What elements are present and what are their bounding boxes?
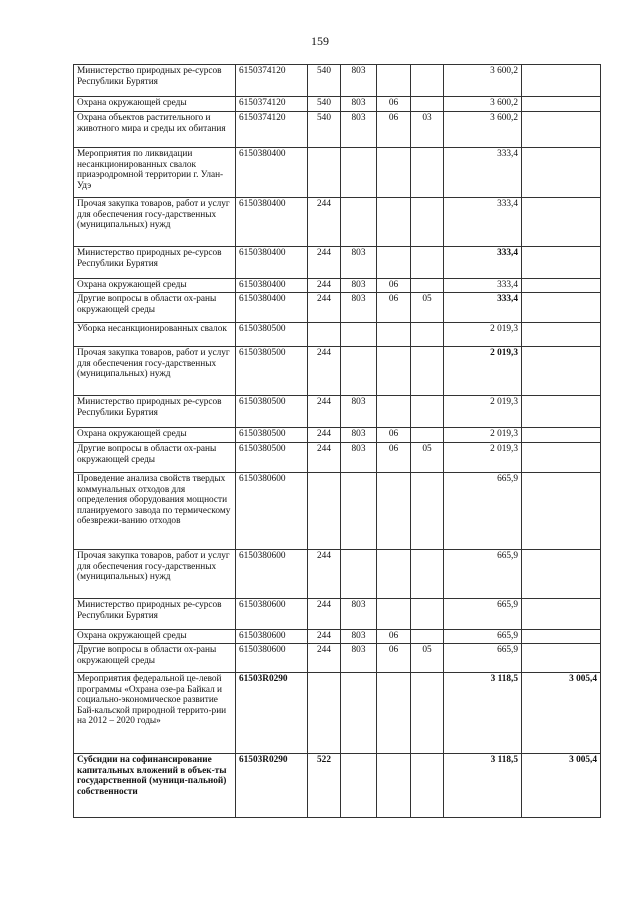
row-subsection bbox=[411, 198, 444, 247]
row-subsection bbox=[411, 247, 444, 279]
row-amount-federal bbox=[522, 323, 601, 347]
row-amount: 665,9 bbox=[444, 473, 522, 550]
table-row bbox=[74, 65, 601, 97]
row-amount-federal bbox=[522, 443, 601, 473]
row-amount-federal bbox=[522, 198, 601, 247]
row-ministry-code bbox=[341, 323, 377, 347]
row-amount-federal bbox=[522, 279, 601, 293]
row-ministry-code: 803 bbox=[341, 293, 377, 323]
table-row bbox=[74, 428, 601, 443]
row-code: 6150380600 bbox=[236, 473, 308, 550]
row-subsection bbox=[411, 97, 444, 112]
row-ministry-code bbox=[341, 473, 377, 550]
row-amount: 665,9 bbox=[444, 644, 522, 673]
row-amount-federal bbox=[522, 599, 601, 630]
row-code: 61503R0290 bbox=[236, 754, 308, 818]
row-amount: 333,4 bbox=[444, 198, 522, 247]
row-expense-type: 540 bbox=[308, 97, 341, 112]
table-row bbox=[74, 97, 601, 112]
page-number: 159 bbox=[311, 34, 329, 48]
row-expense-type: 244 bbox=[308, 198, 341, 247]
row-subsection bbox=[411, 65, 444, 97]
row-code: 6150380600 bbox=[236, 630, 308, 644]
row-expense-type: 244 bbox=[308, 279, 341, 293]
table-row bbox=[74, 754, 601, 818]
table-row bbox=[74, 473, 601, 550]
row-subsection bbox=[411, 428, 444, 443]
row-amount-federal bbox=[522, 630, 601, 644]
row-name: Охрана окружающей среды bbox=[74, 279, 236, 293]
row-amount-federal bbox=[522, 148, 601, 198]
table-row bbox=[74, 599, 601, 630]
row-name: Министерство природных ре-сурсов Республики Бурятия bbox=[74, 65, 236, 97]
row-name: Уборка несанкционированных свалок bbox=[74, 323, 236, 347]
row-ministry-code bbox=[341, 673, 377, 754]
row-code: 6150380500 bbox=[236, 428, 308, 443]
row-ministry-code: 803 bbox=[341, 247, 377, 279]
row-section: 06 bbox=[377, 630, 411, 644]
row-subsection bbox=[411, 673, 444, 754]
row-section bbox=[377, 247, 411, 279]
row-code: 6150380500 bbox=[236, 323, 308, 347]
row-name: Другие вопросы в области ох-раны окружающей среды bbox=[74, 293, 236, 323]
row-ministry-code bbox=[341, 198, 377, 247]
row-amount-federal bbox=[522, 428, 601, 443]
row-ministry-code: 803 bbox=[341, 396, 377, 428]
row-subsection bbox=[411, 279, 444, 293]
row-subsection: 03 bbox=[411, 112, 444, 148]
row-expense-type: 244 bbox=[308, 599, 341, 630]
row-expense-type: 244 bbox=[308, 293, 341, 323]
row-subsection: 05 bbox=[411, 644, 444, 673]
row-amount: 2 019,3 bbox=[444, 323, 522, 347]
row-subsection bbox=[411, 347, 444, 396]
row-section bbox=[377, 65, 411, 97]
row-amount-federal: 3 005,4 bbox=[522, 673, 601, 754]
row-section bbox=[377, 198, 411, 247]
row-ministry-code bbox=[341, 347, 377, 396]
row-amount-federal bbox=[522, 112, 601, 148]
row-ministry-code: 803 bbox=[341, 443, 377, 473]
row-name: Министерство природных ре-сурсов Республики Бурятия bbox=[74, 247, 236, 279]
row-amount-federal bbox=[522, 396, 601, 428]
row-section: 06 bbox=[377, 112, 411, 148]
row-name: Охрана окружающей среды bbox=[74, 428, 236, 443]
row-amount: 665,9 bbox=[444, 550, 522, 599]
table-row bbox=[74, 293, 601, 323]
row-section bbox=[377, 673, 411, 754]
row-section: 06 bbox=[377, 443, 411, 473]
row-name: Мероприятия федеральной це-левой программы «Охрана озе-ра Байкал и социально-экономическое развитие Бай-кальской природной террито-рии на 2012 – 2020 годы» bbox=[74, 673, 236, 754]
row-name: Мероприятия по ликвидации несанкционированных свалок приаэродромной территории г. Улан-Удэ bbox=[74, 148, 236, 198]
row-expense-type: 244 bbox=[308, 644, 341, 673]
row-amount: 2 019,3 bbox=[444, 396, 522, 428]
row-ministry-code bbox=[341, 754, 377, 818]
row-amount: 2 019,3 bbox=[444, 428, 522, 443]
row-code: 6150380600 bbox=[236, 599, 308, 630]
row-code: 6150374120 bbox=[236, 112, 308, 148]
row-expense-type: 244 bbox=[308, 550, 341, 599]
row-section: 06 bbox=[377, 97, 411, 112]
row-subsection bbox=[411, 148, 444, 198]
row-expense-type: 244 bbox=[308, 443, 341, 473]
row-subsection bbox=[411, 754, 444, 818]
row-subsection bbox=[411, 599, 444, 630]
row-code: 6150374120 bbox=[236, 65, 308, 97]
row-code: 6150380500 bbox=[236, 347, 308, 396]
row-amount: 333,4 bbox=[444, 279, 522, 293]
row-expense-type bbox=[308, 148, 341, 198]
row-section bbox=[377, 550, 411, 599]
row-amount: 2 019,3 bbox=[444, 347, 522, 396]
row-amount: 665,9 bbox=[444, 599, 522, 630]
table-row bbox=[74, 247, 601, 279]
row-amount: 333,4 bbox=[444, 148, 522, 198]
table-row bbox=[74, 396, 601, 428]
row-section: 06 bbox=[377, 644, 411, 673]
row-amount-federal bbox=[522, 247, 601, 279]
row-amount-federal bbox=[522, 65, 601, 97]
table-row bbox=[74, 323, 601, 347]
row-code: 6150380400 bbox=[236, 198, 308, 247]
row-name: Прочая закупка товаров, работ и услуг для обеспечения госу-дарственных (муниципальных) нужд bbox=[74, 198, 236, 247]
table-row bbox=[74, 644, 601, 673]
row-section: 06 bbox=[377, 428, 411, 443]
row-code: 6150380600 bbox=[236, 550, 308, 599]
row-expense-type: 244 bbox=[308, 396, 341, 428]
row-section bbox=[377, 323, 411, 347]
table-row bbox=[74, 347, 601, 396]
table-row bbox=[74, 279, 601, 293]
row-amount: 333,4 bbox=[444, 293, 522, 323]
table-row bbox=[74, 673, 601, 754]
row-expense-type: 244 bbox=[308, 428, 341, 443]
row-ministry-code bbox=[341, 148, 377, 198]
budget-table bbox=[73, 64, 601, 818]
row-ministry-code: 803 bbox=[341, 112, 377, 148]
table-row bbox=[74, 148, 601, 198]
row-subsection bbox=[411, 396, 444, 428]
row-amount-federal bbox=[522, 473, 601, 550]
row-ministry-code bbox=[341, 550, 377, 599]
row-code: 6150380400 bbox=[236, 279, 308, 293]
row-amount-federal bbox=[522, 550, 601, 599]
row-name: Прочая закупка товаров, работ и услуг для обеспечения госу-дарственных (муниципальных) нужд bbox=[74, 550, 236, 599]
row-amount: 3 118,5 bbox=[444, 754, 522, 818]
row-name: Другие вопросы в области ох-раны окружающей среды bbox=[74, 644, 236, 673]
row-section bbox=[377, 473, 411, 550]
row-name: Министерство природных ре-сурсов Республики Бурятия bbox=[74, 599, 236, 630]
row-expense-type: 244 bbox=[308, 630, 341, 644]
row-amount-federal bbox=[522, 293, 601, 323]
row-subsection bbox=[411, 550, 444, 599]
row-code: 6150380600 bbox=[236, 644, 308, 673]
row-section bbox=[377, 347, 411, 396]
row-code: 61503R0290 bbox=[236, 673, 308, 754]
row-amount-federal bbox=[522, 347, 601, 396]
row-amount: 3 600,2 bbox=[444, 65, 522, 97]
row-name: Проведение анализа свойств твердых коммунальных отходов для определения оборудования мощности планируемого завода по термическому обезврежи-ванию отходов bbox=[74, 473, 236, 550]
row-expense-type bbox=[308, 473, 341, 550]
row-name: Охрана окружающей среды bbox=[74, 630, 236, 644]
row-expense-type bbox=[308, 323, 341, 347]
row-name: Охрана окружающей среды bbox=[74, 97, 236, 112]
row-subsection: 05 bbox=[411, 293, 444, 323]
row-amount: 3 600,2 bbox=[444, 112, 522, 148]
row-code: 6150380500 bbox=[236, 443, 308, 473]
row-section bbox=[377, 754, 411, 818]
table-row bbox=[74, 112, 601, 148]
table-row bbox=[74, 443, 601, 473]
row-expense-type: 522 bbox=[308, 754, 341, 818]
row-name: Субсидии на софинансирование капитальных вложений в объек-ты государственной (муници-пальной) собственности bbox=[74, 754, 236, 818]
row-expense-type bbox=[308, 673, 341, 754]
row-name: Министерство природных ре-сурсов Республики Бурятия bbox=[74, 396, 236, 428]
row-subsection bbox=[411, 630, 444, 644]
row-code: 6150380500 bbox=[236, 396, 308, 428]
table-row bbox=[74, 550, 601, 599]
row-ministry-code: 803 bbox=[341, 65, 377, 97]
row-section: 06 bbox=[377, 293, 411, 323]
row-ministry-code: 803 bbox=[341, 599, 377, 630]
row-section bbox=[377, 148, 411, 198]
table-row bbox=[74, 630, 601, 644]
row-subsection bbox=[411, 323, 444, 347]
row-amount-federal bbox=[522, 97, 601, 112]
row-expense-type: 540 bbox=[308, 65, 341, 97]
row-amount-federal: 3 005,4 bbox=[522, 754, 601, 818]
row-code: 6150380400 bbox=[236, 247, 308, 279]
row-section: 06 bbox=[377, 279, 411, 293]
row-ministry-code: 803 bbox=[341, 644, 377, 673]
row-name: Прочая закупка товаров, работ и услуг для обеспечения госу-дарственных (муниципальных) нужд bbox=[74, 347, 236, 396]
row-ministry-code: 803 bbox=[341, 97, 377, 112]
row-expense-type: 244 bbox=[308, 347, 341, 396]
row-section bbox=[377, 396, 411, 428]
row-code: 6150374120 bbox=[236, 97, 308, 112]
table-row bbox=[74, 198, 601, 247]
row-amount: 3 600,2 bbox=[444, 97, 522, 112]
row-amount-federal bbox=[522, 644, 601, 673]
row-code: 6150380400 bbox=[236, 293, 308, 323]
row-code: 6150380400 bbox=[236, 148, 308, 198]
row-section bbox=[377, 599, 411, 630]
row-amount: 2 019,3 bbox=[444, 443, 522, 473]
row-expense-type: 540 bbox=[308, 112, 341, 148]
row-amount: 665,9 bbox=[444, 630, 522, 644]
row-expense-type: 244 bbox=[308, 247, 341, 279]
row-subsection bbox=[411, 473, 444, 550]
row-amount: 3 118,5 bbox=[444, 673, 522, 754]
row-name: Другие вопросы в области ох-раны окружающей среды bbox=[74, 443, 236, 473]
row-ministry-code: 803 bbox=[341, 428, 377, 443]
row-amount: 333,4 bbox=[444, 247, 522, 279]
row-subsection: 05 bbox=[411, 443, 444, 473]
row-name: Охрана объектов растительного и животного мира и среды их обитания bbox=[74, 112, 236, 148]
row-ministry-code: 803 bbox=[341, 279, 377, 293]
row-ministry-code: 803 bbox=[341, 630, 377, 644]
